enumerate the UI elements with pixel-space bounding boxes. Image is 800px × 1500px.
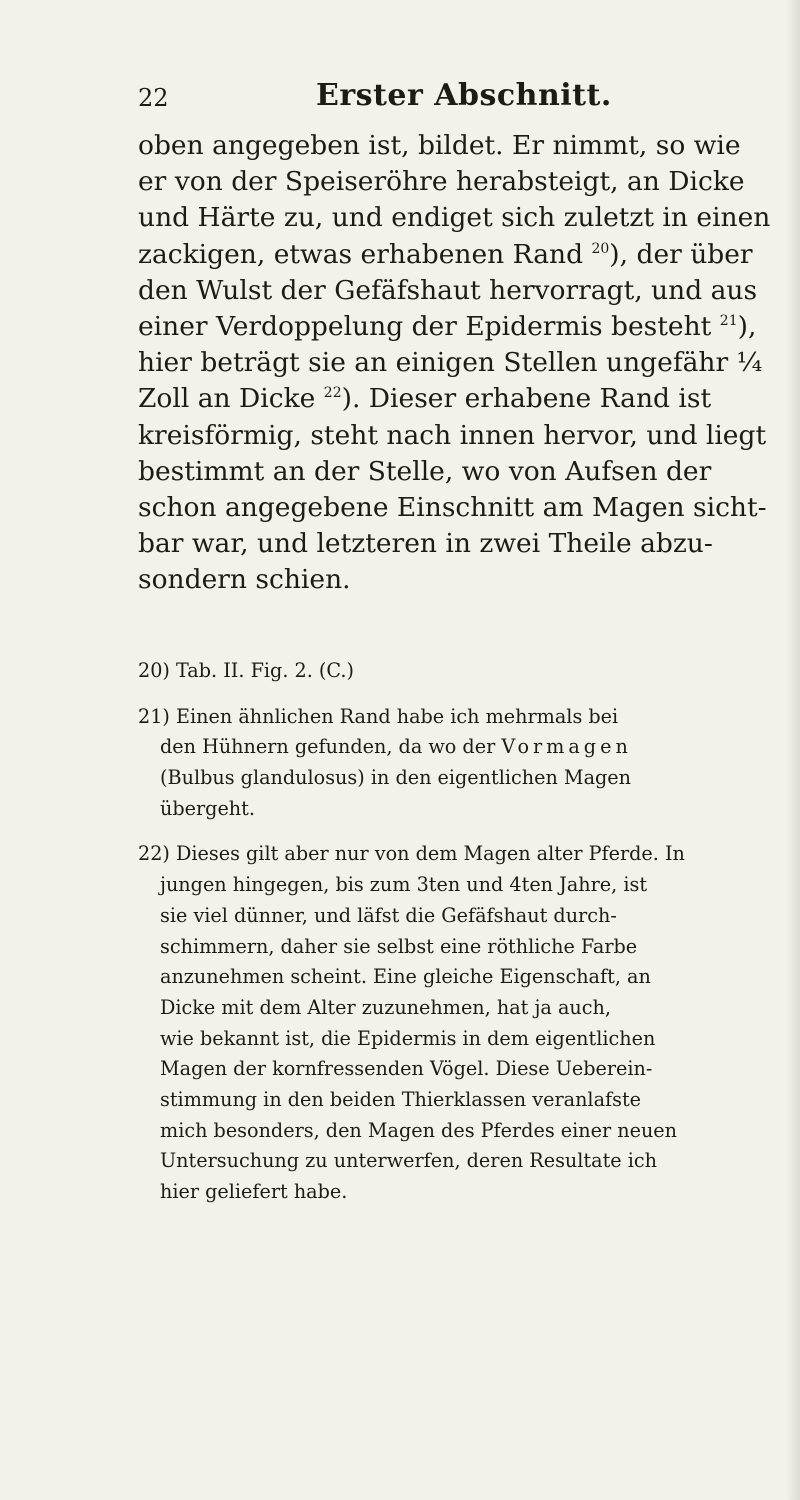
- footnote-22-line: jungen hingegen, bis zum 3ten und 4ten Jahre, ist: [160, 873, 648, 897]
- text-line: oben angegeben ist, bildet. Er nimmt, so wie: [138, 130, 741, 161]
- text-line: kreisförmig, steht nach innen hervor, und liegt: [138, 419, 767, 451]
- footnotes: [138, 656, 750, 1208]
- text-segment: einer Verdoppelung der Epidermis besteht: [138, 310, 712, 342]
- text-line: [138, 309, 757, 345]
- footnote-21-line: [138, 732, 750, 763]
- footnote-22-line: stimmung in den beiden Thierklassen veranlafste: [160, 1087, 642, 1111]
- footnote-22-line: wie bekannt ist, die Epidermis in dem eigentlichen: [160, 1026, 656, 1050]
- page-edge-shadow: [786, 0, 800, 1500]
- text-line: und Härte zu, und endiget sich zuletzt in einen: [138, 202, 771, 234]
- text-segment: den Hühnern gefunden, da wo der: [160, 735, 496, 759]
- footnote-20: 20) Tab. II. Fig. 2. (C.): [138, 659, 354, 682]
- footnote-22-line: Untersuchung zu unterwerfen, deren Resultate ich: [160, 1149, 657, 1173]
- footnote-22-line: hier geliefert habe.: [160, 1180, 348, 1203]
- running-title: Erster Abschnitt.: [316, 78, 612, 113]
- text-line: den Wulst der Gefäfshaut hervorragt, und aus: [138, 274, 758, 306]
- page-header: [138, 78, 738, 118]
- footnote-22-line: mich besonders, den Magen des Pferdes einer neuen: [160, 1118, 678, 1142]
- footnote-21: 21) Einen ähnlichen Rand habe ich mehrmals bei: [138, 704, 619, 728]
- footnote-22-line: Magen der kornfressenden Vögel. Diese Ueberein-: [160, 1057, 653, 1081]
- text-line: bestimmt an der Stelle, wo von Aufsen der: [138, 455, 712, 487]
- footnote-22-line: schimmern, daher sie selbst eine röthliche Farbe: [160, 934, 638, 958]
- spaced-term: Vormagen: [501, 735, 632, 759]
- footnote-22-line: anzunehmen scheint. Eine gleiche Eigenschaft, an: [160, 965, 651, 989]
- text-segment: ), der über: [609, 238, 753, 270]
- page-number: 22: [138, 84, 169, 112]
- body-text: [138, 128, 771, 598]
- text-segment: ),: [737, 310, 757, 342]
- footnote-22-line: Dicke mit dem Alter zuzunehmen, hat ja auch,: [160, 995, 611, 1019]
- text-segment: zackigen, etwas erhabenen Rand: [138, 238, 584, 270]
- footnote-gap: [138, 687, 750, 702]
- footnote-ref: 21: [719, 313, 738, 330]
- text-segment: ). Dieser erhabene Rand ist: [341, 383, 712, 415]
- footnote-21-line: übergeht.: [160, 796, 255, 820]
- footnote-21-line: (Bulbus glandulosus) in den eigentlichen Magen: [160, 766, 632, 790]
- footnote-22-line: sie viel dünner, und läfst die Gefäfshaut durch-: [160, 903, 617, 927]
- text-segment: Zoll an Dicke: [138, 383, 316, 415]
- text-line: hier beträgt sie an einigen Stellen ungefähr ¼: [138, 347, 763, 379]
- footnote-gap: [138, 824, 750, 839]
- footnote-ref: 20: [591, 240, 610, 257]
- footnote-ref: 22: [323, 385, 342, 402]
- text-line: [138, 381, 742, 417]
- text-line: sondern schien.: [138, 564, 351, 596]
- text-line: schon angegebene Einschnitt am Magen sicht-: [138, 491, 767, 523]
- footnote-22: 22) Dieses gilt aber nur von dem Magen alter Pferde. In: [138, 842, 685, 866]
- text-line: bar war, und letzteren in zwei Theile abzu-: [138, 528, 713, 560]
- text-line: [138, 237, 753, 273]
- text-line: er von der Speiseröhre herabsteigt, an Dicke: [138, 166, 745, 198]
